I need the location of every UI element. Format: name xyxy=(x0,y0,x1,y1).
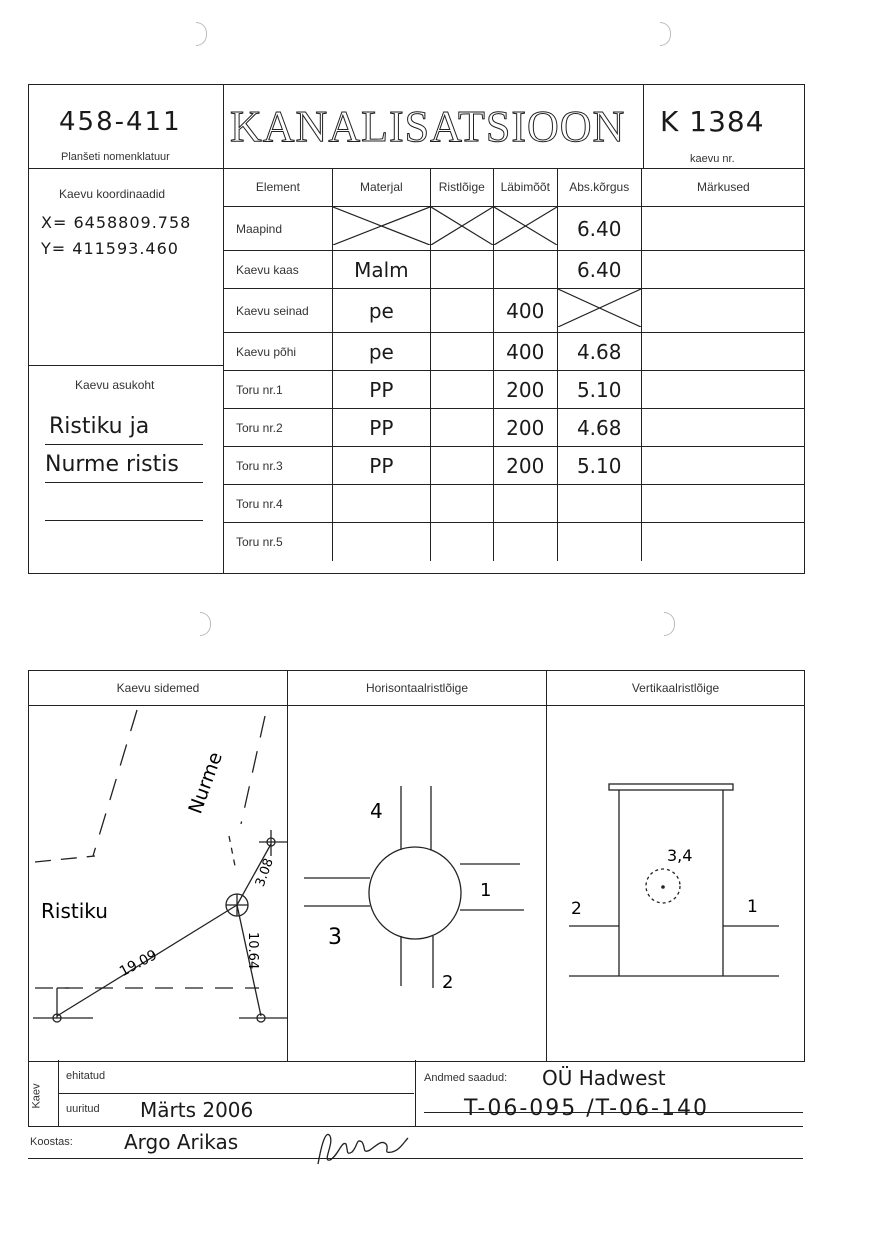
vertical-section-header: Vertikaalristlõige xyxy=(631,681,720,695)
cell-material xyxy=(332,251,430,289)
punch-hole xyxy=(664,612,675,636)
footer-block xyxy=(28,1060,803,1170)
cell-abs-height xyxy=(557,207,641,251)
coordinates-label: Kaevu koordinaadid xyxy=(59,187,166,201)
element-value: Kaevu põhi xyxy=(236,344,297,359)
cell-diameter xyxy=(493,485,557,523)
cell-element xyxy=(224,333,333,371)
location-line xyxy=(45,482,203,483)
cell-diameter xyxy=(493,371,557,409)
column-header-element: Element xyxy=(224,168,333,207)
cell-diameter xyxy=(493,333,557,371)
street-label-nurme: Nurme xyxy=(184,749,227,817)
horizontal-section-header: Horisontaalristlõige xyxy=(365,681,469,695)
element-value: Toru nr.5 xyxy=(236,534,283,549)
material-value: pe xyxy=(368,339,394,364)
abs-height-value: 4.68 xyxy=(576,415,622,440)
cell-material xyxy=(332,447,430,485)
cell-cross-section xyxy=(430,289,493,333)
data-source-value: OÜ Hadwest xyxy=(542,1066,666,1090)
page-title: KANALISATSIOON xyxy=(230,102,626,151)
cell-abs-height xyxy=(557,523,641,561)
cell-element xyxy=(224,523,333,561)
cell-material xyxy=(332,333,430,371)
cell-cross-section xyxy=(430,207,493,251)
well-number-box xyxy=(644,85,804,169)
distance-label-3: 10.64 xyxy=(245,932,260,970)
diameter-value: 200 xyxy=(506,453,545,478)
table-row xyxy=(224,485,806,523)
element-value: Kaevu seinad xyxy=(236,303,309,318)
cell-notes xyxy=(641,485,805,523)
data-source-label: Andmed saadud: xyxy=(424,1072,508,1084)
punch-hole xyxy=(196,22,207,46)
cell-diameter xyxy=(493,251,557,289)
cell-abs-height xyxy=(557,409,641,447)
location-line xyxy=(45,444,203,445)
punch-hole xyxy=(200,612,211,636)
cell-cross-section xyxy=(430,409,493,447)
material-value: Malm xyxy=(354,257,409,282)
material-value: PP xyxy=(369,453,394,478)
side-label-kaev: Kaev xyxy=(30,1083,43,1109)
material-value: pe xyxy=(368,298,394,323)
surveyed-label: uuritud xyxy=(66,1103,100,1115)
table-row xyxy=(224,207,806,251)
cell-material xyxy=(332,289,430,333)
abs-height-value: 5.10 xyxy=(576,377,622,402)
element-value: Kaevu kaas xyxy=(236,262,299,277)
cell-element xyxy=(224,207,333,251)
cell-abs-height xyxy=(557,289,641,333)
diameter-value: 400 xyxy=(506,339,545,364)
abs-height-value: 4.68 xyxy=(576,339,622,364)
table-row xyxy=(224,289,806,333)
cell-notes xyxy=(641,447,805,485)
nomenclature-box xyxy=(29,85,224,169)
pipe-label-34: 3,4 xyxy=(667,846,693,865)
cell-element xyxy=(224,409,333,447)
nomenclature-label: Planšeti nomenklatuur xyxy=(61,151,170,163)
cell-material xyxy=(332,207,430,251)
table-row xyxy=(224,371,806,409)
cell-notes xyxy=(641,207,805,251)
pipe-label-1: 1 xyxy=(480,880,492,901)
cell-material xyxy=(332,371,430,409)
compiled-label: Koostas: xyxy=(30,1136,73,1148)
cell-material xyxy=(332,409,430,447)
cell-material xyxy=(332,485,430,523)
horizontal-section-sketch xyxy=(288,706,546,1060)
column-header-diameter: Läbimõõt xyxy=(493,168,557,207)
cell-notes xyxy=(641,251,805,289)
punch-hole xyxy=(660,22,671,46)
cell-element xyxy=(224,251,333,289)
element-value: Toru nr.3 xyxy=(236,458,283,473)
cell-diameter xyxy=(493,207,557,251)
abs-height-value: 6.40 xyxy=(576,257,622,282)
elements-table xyxy=(223,168,805,561)
diameter-value: 200 xyxy=(506,377,545,402)
cell-cross-section xyxy=(430,333,493,371)
element-value: Toru nr.1 xyxy=(236,382,283,397)
pipe-label-2: 2 xyxy=(571,899,582,919)
cell-cross-section xyxy=(430,523,493,561)
well-number-value: K 1384 xyxy=(660,105,765,138)
cell-cross-section xyxy=(430,447,493,485)
crossed-out-mark xyxy=(494,207,557,245)
element-value: Maapind xyxy=(236,221,283,236)
element-value: Toru nr.4 xyxy=(236,496,283,511)
cell-abs-height xyxy=(557,371,641,409)
well-card-top xyxy=(28,84,805,574)
cell-element xyxy=(224,447,333,485)
street-label-ristiku: Ristiku xyxy=(41,899,108,923)
element-value: Toru nr.2 xyxy=(236,420,283,435)
cell-notes xyxy=(641,333,805,371)
cell-abs-height xyxy=(557,251,641,289)
well-number-label: kaevu nr. xyxy=(690,153,735,165)
material-value: PP xyxy=(369,415,394,440)
coordinate-x: X= 6458809.758 xyxy=(41,213,192,232)
cell-notes xyxy=(641,371,805,409)
table-row xyxy=(224,447,806,485)
coordinate-y: Y= 411593.460 xyxy=(41,239,179,258)
built-label: ehitatud xyxy=(66,1070,106,1082)
diagram-section xyxy=(28,670,805,1062)
surveyed-value: Märts 2006 xyxy=(140,1098,254,1122)
crossed-out-mark xyxy=(333,207,430,245)
table-row xyxy=(224,251,806,289)
pipe-label-3: 3 xyxy=(328,925,342,950)
cell-notes xyxy=(641,289,805,333)
divider xyxy=(58,1093,414,1094)
pipe-label-4: 4 xyxy=(370,799,383,823)
compiled-by-value: Argo Arikas xyxy=(124,1130,239,1154)
title-box xyxy=(224,85,644,169)
column-header-notes: Märkused xyxy=(641,168,805,207)
pipe-label-2: 2 xyxy=(442,972,454,993)
cell-element xyxy=(224,289,333,333)
table-header-row xyxy=(224,168,806,207)
material-value: PP xyxy=(369,377,394,402)
cell-element xyxy=(224,371,333,409)
cell-cross-section xyxy=(430,251,493,289)
crossed-out-mark xyxy=(431,207,493,245)
cell-abs-height xyxy=(557,333,641,371)
coordinates-box xyxy=(29,169,224,366)
cell-abs-height xyxy=(557,485,641,523)
distance-label-1: 19.09 xyxy=(116,947,160,981)
vertical-section-sketch xyxy=(547,706,804,1060)
diameter-value: 400 xyxy=(506,298,545,323)
cell-element xyxy=(224,485,333,523)
cell-material xyxy=(332,523,430,561)
pipe-label-1: 1 xyxy=(747,897,758,917)
table-row xyxy=(224,333,806,371)
cell-diameter xyxy=(493,447,557,485)
signature xyxy=(312,1122,422,1172)
crossed-out-mark xyxy=(558,289,641,327)
distance-label-2: 3.08 xyxy=(252,856,277,889)
ties-sketch xyxy=(29,706,287,1060)
ties-header: Kaevu sidemed xyxy=(116,681,200,695)
cell-cross-section xyxy=(430,485,493,523)
cell-diameter xyxy=(493,409,557,447)
location-line xyxy=(45,520,203,521)
column-header-cross-section: Ristlõige xyxy=(430,168,493,207)
location-box xyxy=(29,366,224,573)
location-text-1: Ristiku ja xyxy=(49,414,150,439)
abs-height-value: 5.10 xyxy=(576,453,622,478)
cell-diameter xyxy=(493,289,557,333)
document-reference: T-06-095 /T-06-140 xyxy=(464,1096,709,1121)
diameter-value: 200 xyxy=(506,415,545,440)
cell-notes xyxy=(641,409,805,447)
cell-abs-height xyxy=(557,447,641,485)
table-row xyxy=(224,409,806,447)
column-header-material: Materjal xyxy=(332,168,430,207)
column-header-abs-height: Abs.kõrgus xyxy=(557,168,641,207)
cell-diameter xyxy=(493,523,557,561)
location-label: Kaevu asukoht xyxy=(75,378,155,392)
table-row xyxy=(224,523,806,561)
nomenclature-value: 458-411 xyxy=(59,107,182,137)
cell-notes xyxy=(641,523,805,561)
location-text-2: Nurme ristis xyxy=(45,452,179,477)
cell-cross-section xyxy=(430,371,493,409)
pipe-dot xyxy=(661,885,665,889)
abs-height-value: 6.40 xyxy=(576,216,622,241)
